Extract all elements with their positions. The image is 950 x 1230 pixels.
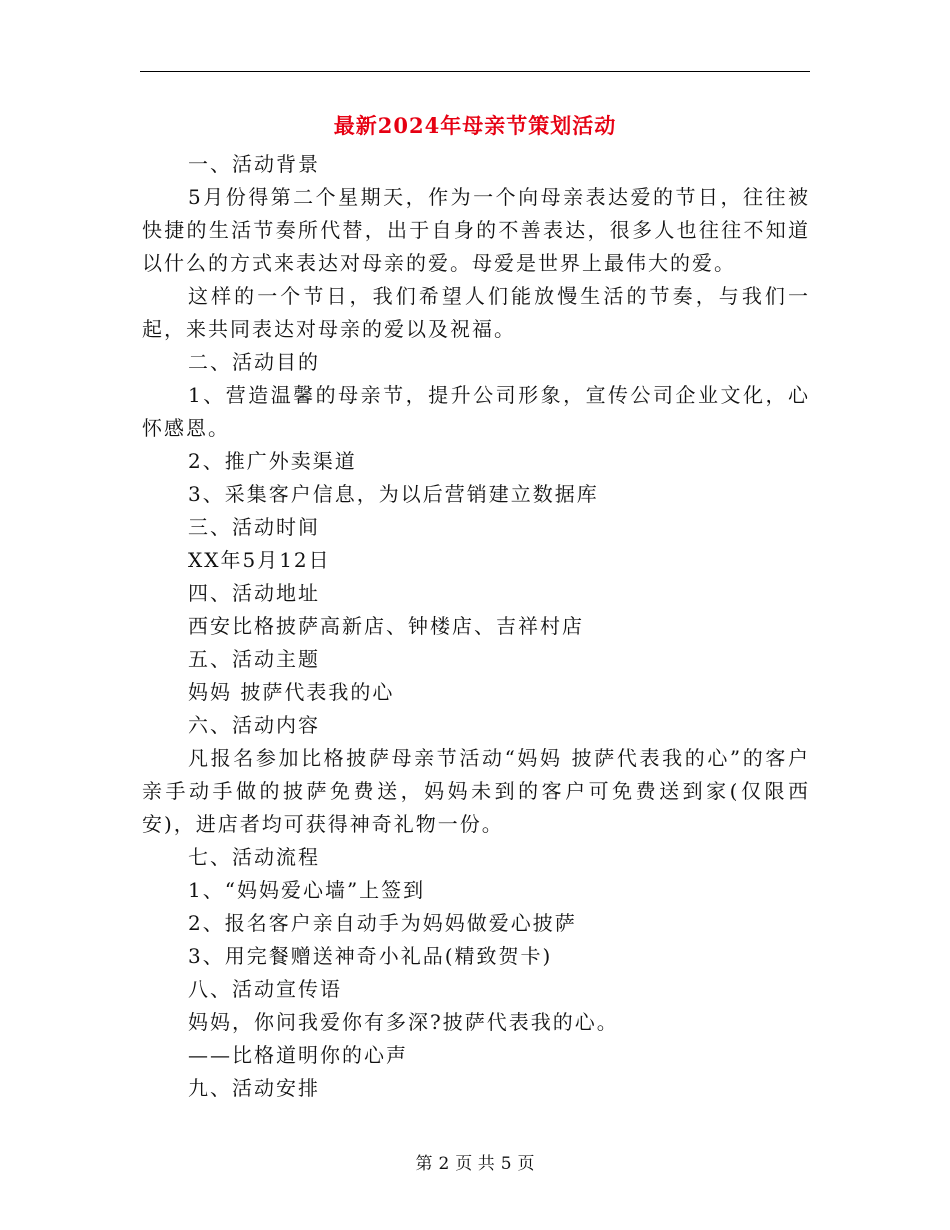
purpose-item-1: 1、营造温馨的母亲节，提升公司形象，宣传公司企业文化，心怀感恩。 — [142, 383, 810, 440]
process-step-2: 2、报名客户亲自动手为妈妈做爱心披萨 — [188, 911, 577, 935]
section-heading-time: 三、活动时间 — [188, 515, 320, 539]
process-step-1: 1、“妈妈爱心墙”上签到 — [188, 878, 426, 902]
process-step-3: 3、用完餐赠送神奇小礼品(精致贺卡) — [188, 944, 553, 968]
page-label-mid: 页 共 — [455, 1154, 495, 1174]
section-heading-purpose: 二、活动目的 — [188, 350, 320, 374]
event-theme: 妈妈 披萨代表我的心 — [188, 680, 395, 704]
section-heading-process: 七、活动流程 — [188, 845, 320, 869]
purpose-item-2: 2、推广外卖渠道 — [188, 449, 357, 473]
page-footer — [0, 1152, 950, 1176]
event-content: 凡报名参加比格披萨母亲节活动“妈妈 披萨代表我的心”的客户亲手动手做的披萨免费送，妈妈未到的客户可免费送到家(仅限西安)，进店者均可获得神奇礼物一份。 — [142, 746, 810, 836]
total-pages-number: 5 — [500, 1154, 512, 1174]
paragraph-background-2: 这样的一个节日，我们希望人们能放慢生活的节奏，与我们一起，来共同表达对母亲的爱以及祝福。 — [142, 284, 810, 341]
page-label-prefix: 第 — [415, 1154, 433, 1174]
slogan-line-1: 妈妈，你问我爱你有多深?披萨代表我的心。 — [188, 1010, 619, 1034]
section-heading-location: 四、活动地址 — [188, 581, 320, 605]
section-heading-arrangement: 九、活动安排 — [188, 1076, 320, 1100]
page-label-suffix: 页 — [517, 1154, 535, 1174]
event-location: 西安比格披萨高新店、钟楼店、吉祥村店 — [188, 614, 584, 638]
purpose-item-3: 3、采集客户信息，为以后营销建立数据库 — [188, 482, 599, 506]
slogan-line-2: ——比格道明你的心声 — [188, 1043, 408, 1067]
section-heading-slogan: 八、活动宣传语 — [188, 977, 342, 1001]
document-title: 最新2024年母亲节策划活动 — [333, 113, 617, 138]
header-rule — [140, 71, 810, 72]
event-date: XX年5月12日 — [188, 548, 331, 572]
section-heading-content: 六、活动内容 — [188, 713, 320, 737]
paragraph-background-1: 5月份得第二个星期天，作为一个向母亲表达爱的节日，往往被快捷的生活节奏所代替，出于自身的不善表达，很多人也往往不知道以什么的方式来表达对母亲的爱。母爱是世界上最伟大的爱。 — [142, 185, 810, 275]
section-heading-background: 一、活动背景 — [188, 152, 320, 176]
current-page-number: 2 — [438, 1154, 450, 1174]
document-body — [142, 148, 810, 1105]
section-heading-theme: 五、活动主题 — [188, 647, 320, 671]
